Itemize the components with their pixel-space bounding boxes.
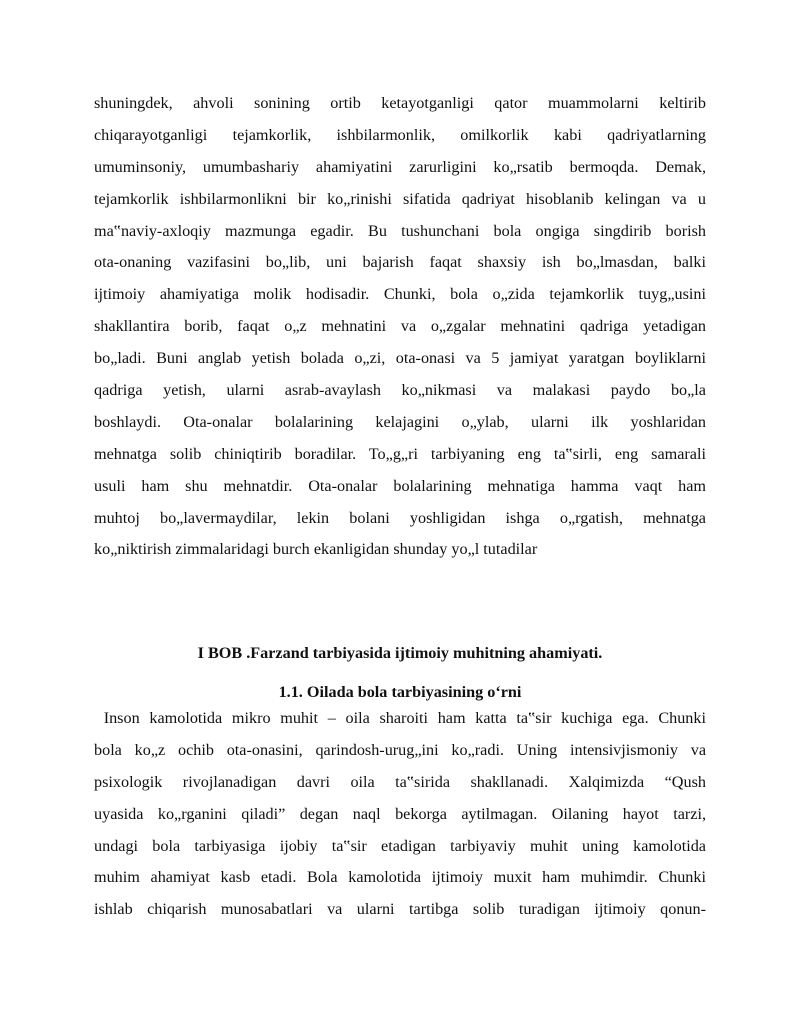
paragraph-line: ko„niktirish zimmalaridagi burch ekanligidan shunday yo„l tutadilar bbox=[94, 540, 538, 559]
paragraph-line: ijtimoiy ahamiyatiga molik hodisadir. Chunki, bola o„zida tejamkorlik tuyg„usini bbox=[94, 285, 706, 304]
paragraph-line: muhim ahamiyat kasb etadi. Bola kamolotida ijtimoiy muxit ham muhimdir. Chunki bbox=[94, 868, 706, 887]
paragraph-line: ishlab chiqarish munosabatlari va ularni tartibga solib turadigan ijtimoiy qonun- bbox=[94, 900, 706, 919]
paragraph-line: ota-onaning vazifasini bo„lib, uni bajarish faqat shaxsiy ish bo„lmasdan, balki bbox=[94, 253, 706, 272]
paragraph-line: usuli ham shu mehnatdir. Ota-onalar bolalarining mehnatiga hamma vaqt ham bbox=[94, 476, 706, 495]
paragraph-line: uyasida ko„rganini qiladi” degan naql bekorga aytilmagan. Oilaning hayot tarzi, bbox=[94, 804, 706, 823]
body-paragraph-1 bbox=[94, 88, 706, 566]
paragraph-line: shakllantira borib, faqat o„z mehnatini va o„zgalar mehnatini qadriga yetadigan bbox=[94, 317, 706, 336]
section-title: 1.1. Oilada bola tarbiyasining o‘rni bbox=[278, 683, 522, 701]
paragraph-line: tejamkorlik ishbilarmonlikni bir ko„rinishi sifatida qadriyat hisoblanib kelingan va u bbox=[94, 189, 706, 208]
paragraph-line: psixologik rivojlanadigan davri oila ta‟sirida shakllanadi. Xalqimizda “Qush bbox=[94, 772, 706, 791]
paragraph-line: chiqarayotganligi tejamkorlik, ishbilarmonlik, omilkorlik kabi qadriyatlarning bbox=[94, 125, 706, 144]
paragraph-line: undagi bola tarbiyasiga ijobiy ta‟sir etadigan tarbiyaviy muhit uning kamolotida bbox=[94, 836, 706, 855]
chapter-title: I BOB .Farzand tarbiyasida ijtimoiy muhitning ahamiyati. bbox=[197, 644, 603, 662]
paragraph-line: muhtoj bo„lavermaydilar, lekin bolani yoshligidan ishga o„rgatish, mehnatga bbox=[94, 508, 706, 527]
paragraph-line: boshlaydi. Ota-onalar bolalarining kelajagini o„ylab, ularni ilk yoshlaridan bbox=[94, 412, 706, 431]
paragraph-line: mehnatga solib chiniqtirib boradilar. To„g„ri tarbiyaning eng ta‟sirli, eng samarali bbox=[94, 444, 706, 463]
paragraph-line: bo„ladi. Buni anglab yetish bolada o„zi, ota-onasi va 5 jamiyat yaratgan boyliklarni bbox=[94, 349, 706, 368]
paragraph-line: ma‟naviy-axloqiy mazmunga egadir. Bu tushunchani bola ongiga singdirib borish bbox=[94, 221, 706, 240]
paragraph-line: bola ko„z ochib ota-onasini, qarindosh-urug„ini ko„radi. Uning intensivjismoniy va bbox=[94, 740, 706, 759]
paragraph-line: Inson kamolotida mikro muhit – oila sharoiti ham katta ta‟sir kuchiga ega. Chunki bbox=[94, 709, 706, 727]
body-paragraph-2 bbox=[94, 703, 706, 926]
paragraph-line: umuminsoniy, umumbashariy ahamiyatini zarurligini ko„rsatib bermoqda. Demak, bbox=[94, 157, 706, 176]
paragraph-line: qadriga yetish, ularni asrab-avaylash ko„nikmasi va malakasi paydo bo„la bbox=[94, 381, 706, 400]
paragraph-line: shuningdek, ahvoli sonining ortib ketayotganligi qator muammolarni keltirib bbox=[94, 94, 706, 112]
